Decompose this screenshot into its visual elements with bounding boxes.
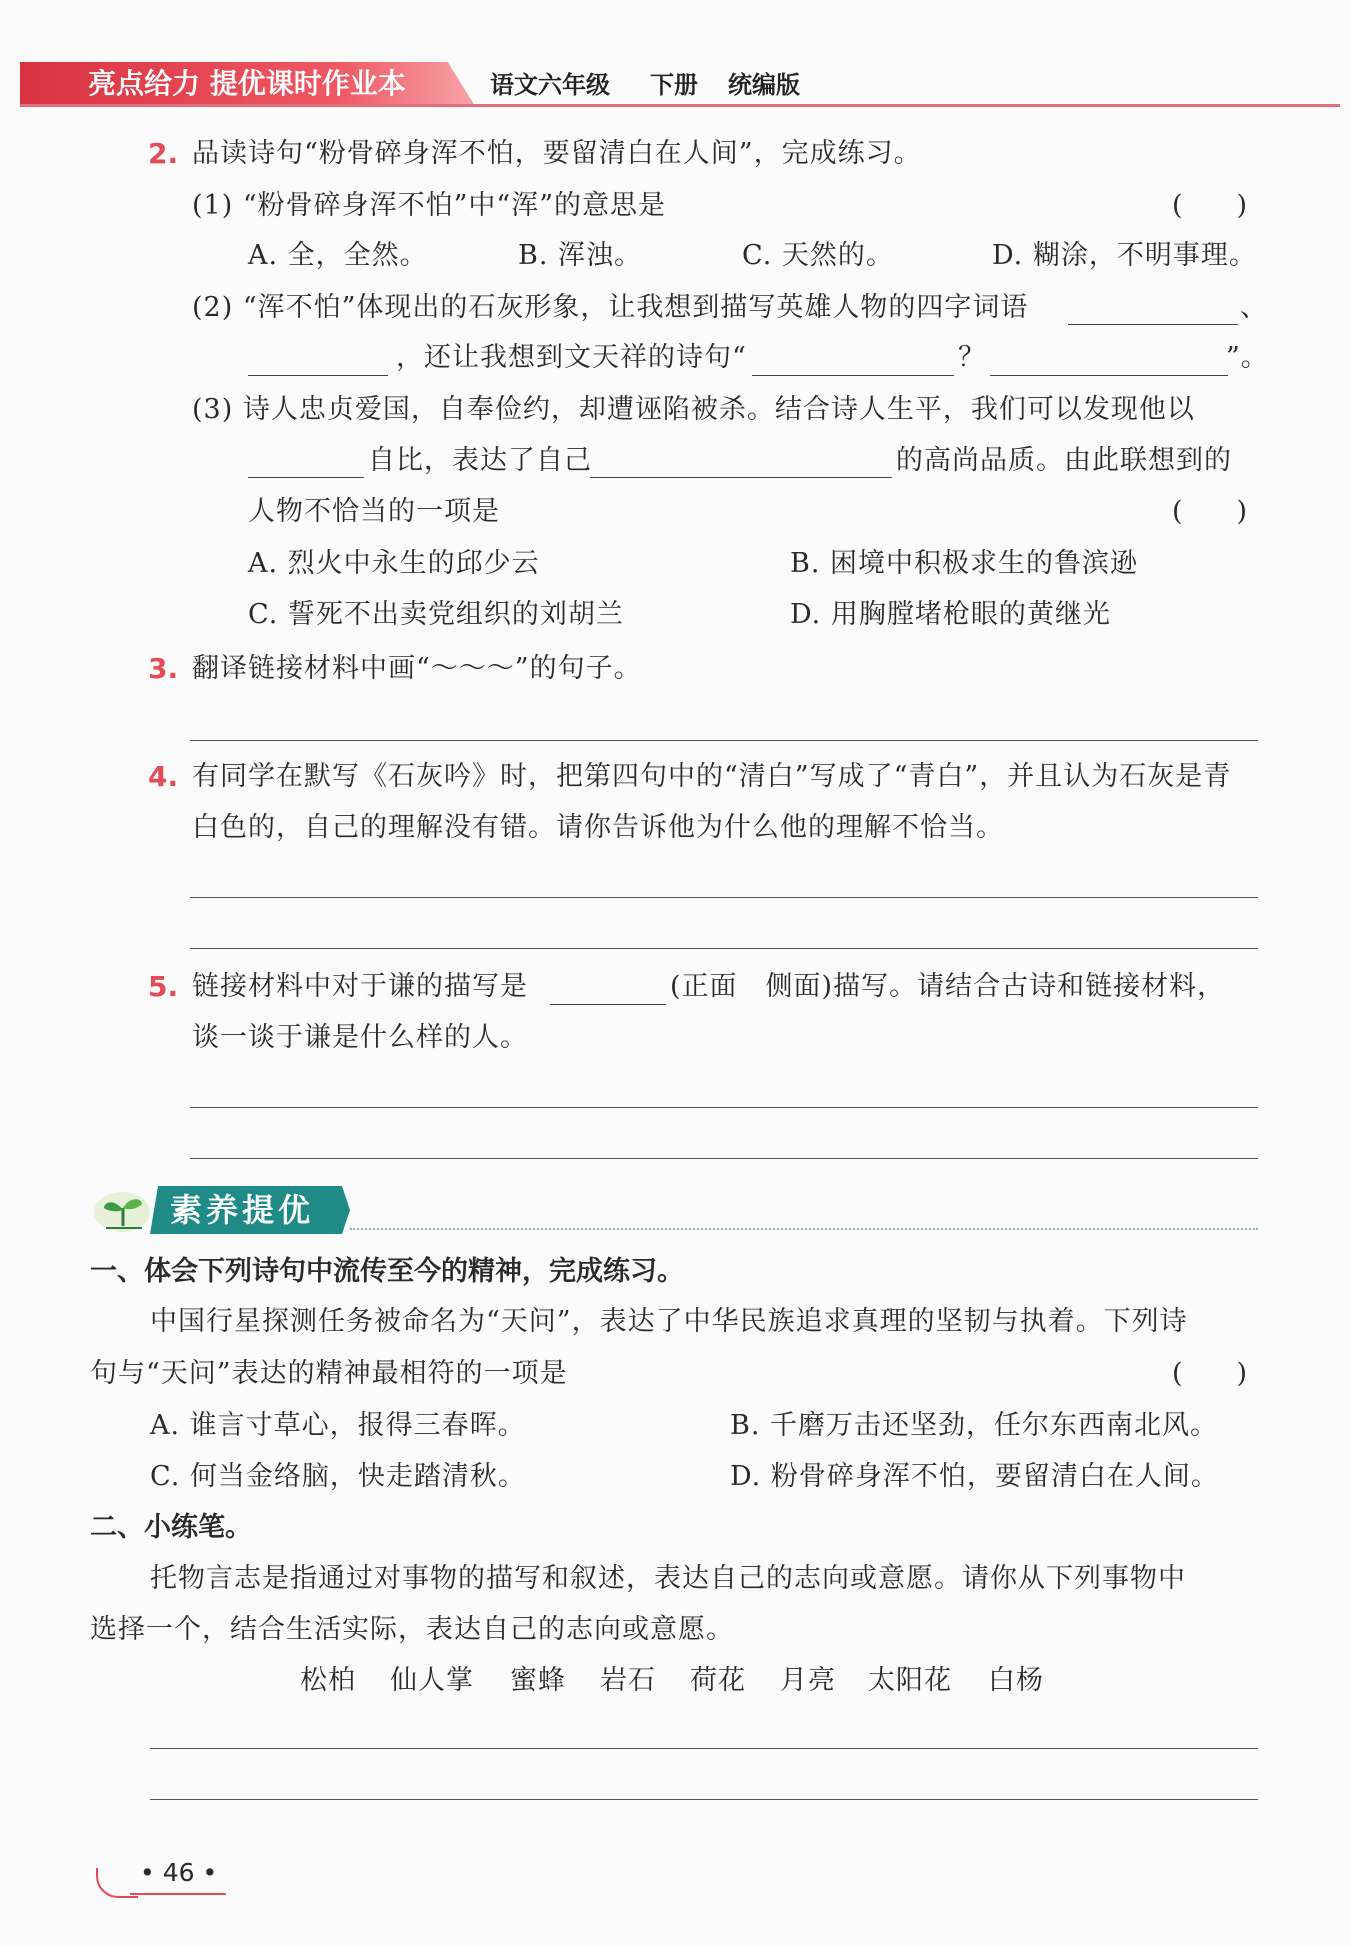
option-b: B. 困境中积极求生的鲁滨逊 [790,548,1139,579]
option-b: B. 千磨万击还坚劲，任尔东西南北风。 [730,1410,1219,1441]
q2-part2-close: ”。 [1226,342,1269,373]
question-5-line1a: 链接材料中对于谦的描写是 [192,971,528,1002]
option-c: C. 何当金络脑，快走踏清秋。 [150,1461,526,1492]
answer-blank[interactable] [990,375,1228,376]
option-a: A. 烈火中永生的邱少云 [248,548,540,579]
page-number: • 46 • [140,1858,218,1887]
word-item: 白杨 [988,1665,1044,1696]
sprout-icon [92,1188,156,1234]
q2-part2-line1: (2) “浑不怕”体现出的石灰形象，让我想到描写英雄人物的四字词语 [192,292,1029,323]
question-2-stem: 品读诗句“粉骨碎身浑不怕，要留清白在人间”，完成练习。 [192,138,922,169]
word-item: 岩石 [600,1665,656,1696]
answer-blank[interactable] [550,1004,666,1005]
answer-blank[interactable] [248,375,388,376]
question-5-line1b: (正面 侧面)描写。请结合古诗和链接材料， [670,971,1226,1002]
section-dotted-rule [350,1228,1258,1230]
question-number-4: 4. [148,760,179,793]
page-number-rule [130,1893,226,1895]
answer-paren[interactable]: ( ) [1172,496,1248,527]
word-item: 仙人掌 [390,1665,474,1696]
word-item: 月亮 [780,1665,836,1696]
option-d: D. 粉骨碎身浑不怕，要留清白在人间。 [730,1461,1219,1492]
option-b: B. 浑浊。 [518,240,643,271]
answer-blank[interactable] [1068,324,1238,325]
question-4-line1: 有同学在默写《石灰吟》时，把第四句中的“清白”写成了“青白”，并且认为石灰是青 [192,761,1232,792]
q2-part3-line2b: 的高尚品质。由此联想到的 [896,445,1232,476]
edition-label: 统编版 [728,71,800,99]
part2-line1: 托物言志是指通过对事物的描写和叙述，表达自己的志向或意愿。请你从下列事物中 [150,1563,1186,1594]
answer-line[interactable] [190,948,1258,949]
answer-line[interactable] [190,897,1258,898]
answer-blank[interactable] [248,477,364,478]
question-number-2: 2. [148,137,179,170]
word-item: 荷花 [690,1665,746,1696]
question-number-5: 5. [148,970,179,1003]
answer-line[interactable] [190,1107,1258,1108]
q2-part2-line2: ，还让我想到文天祥的诗句“ [396,342,747,373]
answer-blank[interactable] [590,477,892,478]
question-number-3: 3. [148,652,179,685]
answer-paren[interactable]: ( ) [1172,190,1248,221]
grade-label: 语文六年级 [490,71,610,99]
header-rule [20,104,1340,107]
q2-part3-line2a: 自比，表达了自己 [368,445,592,476]
answer-line[interactable] [150,1748,1258,1749]
part1-line1: 中国行星探测任务被命名为“天问”，表达了中华民族追求真理的坚韧与执着。下列诗 [150,1306,1188,1337]
q2-part3-line3: 人物不恰当的一项是 [248,496,500,527]
word-item: 松柏 [300,1665,356,1696]
q2-part2-question-mark: ？ [958,342,986,373]
option-c: C. 誓死不出卖党组织的刘胡兰 [248,599,624,630]
q2-part1-text: (1) “粉骨碎身浑不怕”中“浑”的意思是 [192,190,667,221]
question-5-line2: 谈一谈于谦是什么样的人。 [192,1022,528,1053]
volume-label: 下册 [650,71,698,99]
answer-paren[interactable]: ( ) [1172,1358,1248,1389]
answer-line[interactable] [190,1158,1258,1159]
option-a: A. 谁言寸草心，报得三春晖。 [150,1410,526,1441]
q2-part2-comma: 、 [1240,292,1268,323]
book-title: 亮点给力 提优课时作业本 [88,67,406,100]
word-item: 蜜蜂 [510,1665,566,1696]
option-d: D. 用胸膛堵枪眼的黄继光 [790,599,1111,630]
answer-line[interactable] [150,1799,1258,1800]
part1-heading: 一、体会下列诗句中流传至今的精神，完成练习。 [90,1256,684,1287]
word-item: 太阳花 [868,1665,952,1696]
part1-line2: 句与“天问”表达的精神最相符的一项是 [90,1358,568,1389]
option-a: A. 全，全然。 [248,240,428,271]
answer-blank[interactable] [752,375,954,376]
q2-part3-line1: (3) 诗人忠贞爱国，自奉俭约，却遭诬陷被杀。结合诗人生平，我们可以发现他以 [192,394,1195,425]
part2-heading: 二、小练笔。 [90,1512,252,1543]
question-4-line2: 白色的，自己的理解没有错。请你告诉他为什么他的理解不恰当。 [192,812,1004,843]
option-c: C. 天然的。 [742,240,894,271]
part2-line2: 选择一个，结合生活实际，表达自己的志向或意愿。 [90,1614,734,1645]
answer-line[interactable] [190,740,1258,741]
section-title: 素养提优 [170,1191,315,1229]
question-3-stem: 翻译链接材料中画“～～～”的句子。 [192,653,642,684]
option-d: D. 糊涂，不明事理。 [992,240,1257,271]
